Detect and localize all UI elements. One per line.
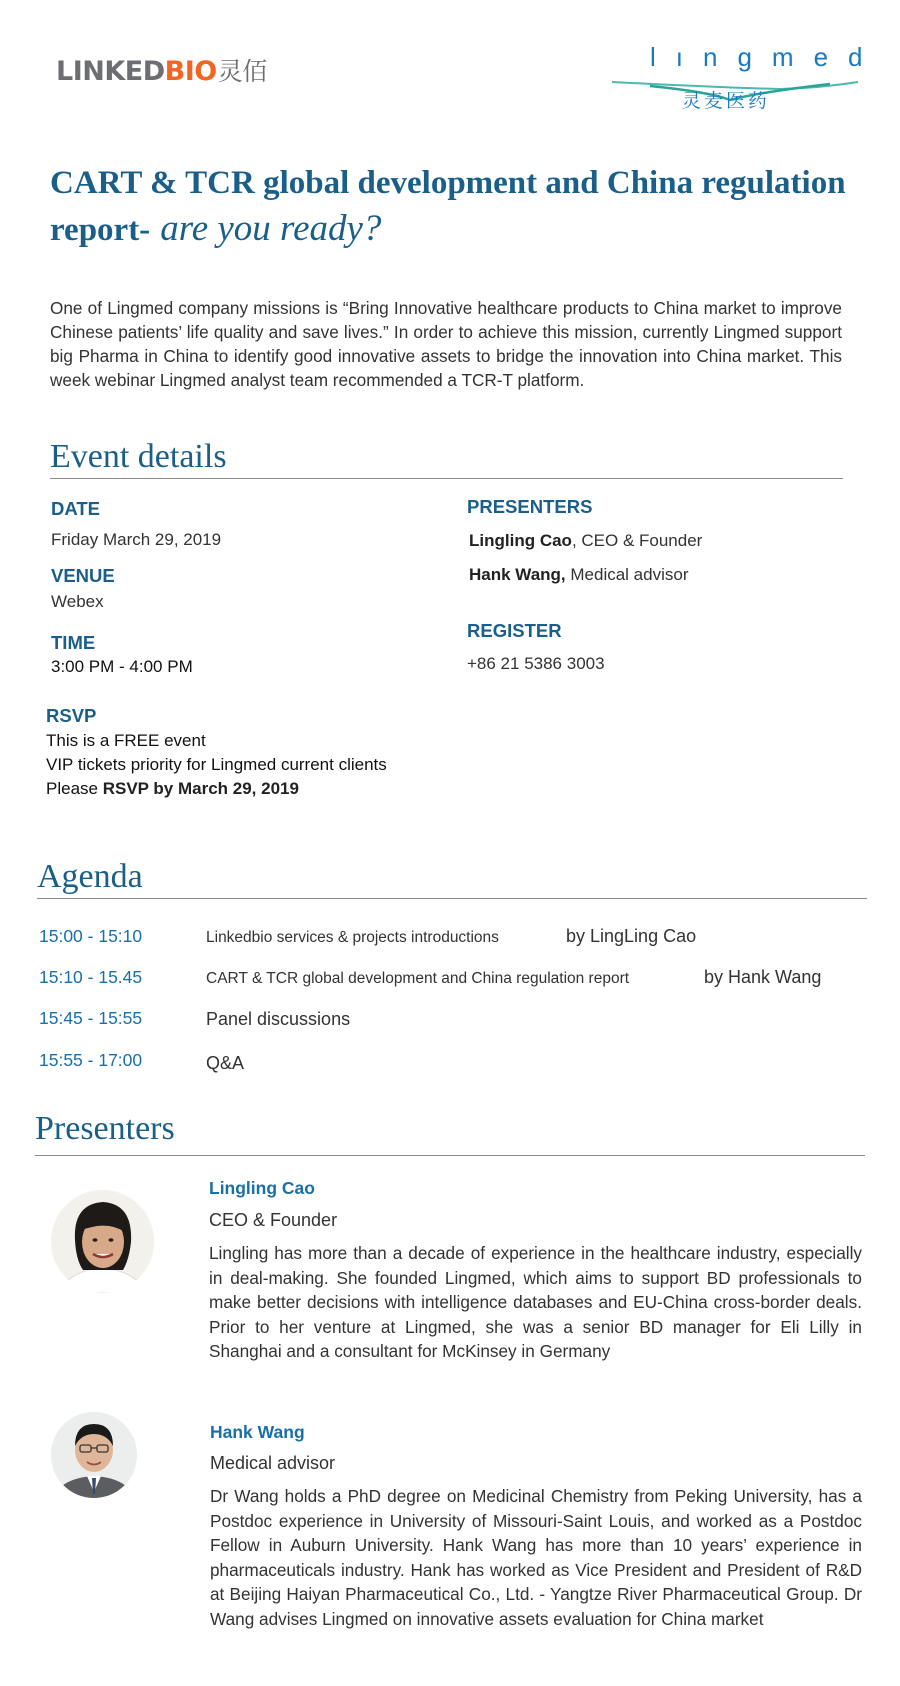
lingmed-logo-text: lıngmed (650, 42, 883, 72)
event-details-heading: Event details (50, 438, 227, 475)
presenter-2-line (469, 565, 688, 585)
title-line-2 (50, 206, 870, 253)
venue-value: Webex (51, 592, 104, 611)
date-value: Friday March 29, 2019 (51, 530, 222, 549)
agenda-heading: Agenda (37, 858, 143, 895)
linkedbio-logo-chinese: 灵佰 (217, 57, 267, 86)
rsvp-label: RSVP (46, 705, 97, 726)
title-tagline: are you ready? (160, 208, 382, 249)
presenters-heading: Presenters (35, 1110, 175, 1147)
agenda-divider (37, 898, 867, 899)
portrait-man-icon (51, 1412, 137, 1498)
presenter-1-name: Lingling Cao (469, 531, 572, 550)
date-label: DATE (51, 498, 100, 519)
presenter-2-name: Hank Wang, (469, 565, 566, 584)
presenters-label: PRESENTERS (467, 496, 593, 517)
linkedbio-logo (56, 58, 267, 85)
time-label: TIME (51, 632, 96, 653)
linkedbio-logo-bio: BIO (164, 56, 217, 87)
register-label: REGISTER (467, 620, 562, 641)
title-line-1: CART & TCR global development and China regulation (50, 165, 846, 201)
page-title (50, 160, 870, 253)
portrait-woman-icon (51, 1190, 154, 1293)
presenter-role: Medical advisor (210, 1453, 336, 1473)
register-phone[interactable]: +86 21 5386 3003 (467, 654, 605, 673)
lingmed-logo-chinese: 灵麦医药 (682, 90, 771, 112)
rsvp-line-3-prefix: Please (46, 779, 103, 798)
venue-label: VENUE (51, 565, 115, 586)
rsvp-deadline: RSVP by March 29, 2019 (102, 779, 299, 798)
agenda-time: 15:55 - 17:00 (39, 1050, 143, 1070)
title-line-2-text: report- (50, 212, 151, 248)
avatar-hank-wang (51, 1412, 137, 1498)
time-value: 3:00 PM - 4:00 PM (51, 657, 193, 676)
agenda-item: Linkedbio services & projects introductions (206, 929, 499, 946)
presenters-divider (35, 1155, 865, 1156)
agenda-item: Q&A (206, 1053, 245, 1073)
presenter-bio: Lingling has more than a decade of experience in the healthcare industry, especially in deal-making. She founded Lingmed, which aims to support BD professionals to make better decisions with intelligence databases and EU-China cross-border deals. Prior to her venture at Lingmed, she was a senior BD manager for Eli Lilly in Shanghai and a consultant for McKinsey in Germany (209, 1243, 862, 1361)
agenda-time: 15:45 - 15:55 (39, 1008, 143, 1028)
presenter-1-line (469, 531, 702, 551)
agenda-time: 15:10 - 15.45 (39, 967, 143, 987)
presenter-bio: Dr Wang holds a PhD degree on Medicinal Chemistry from Peking University, has a Postdoc experience in University of Missouri-Saint Louis, and worked as a Postdoc Fellow in Auburn University. Hank Wang has more than 10 years’ experience in pharmaceuticals industry. Hank has worked as Vice President and President of R&D at Beijing Haiyan Pharmaceutical Co., Ltd. - Yangtze River Pharmaceutical Group. Dr Wang advises Lingmed on innovative assets evaluation for China market (210, 1486, 862, 1629)
linkedbio-logo-linked: LINKED (56, 56, 165, 87)
rsvp-line-3 (46, 779, 299, 799)
agenda-time: 15:00 - 15:10 (39, 926, 143, 946)
event-details-divider (50, 478, 843, 479)
presenter-name: Hank Wang (210, 1422, 305, 1442)
intro-paragraph: One of Lingmed company missions is “Bring Innovative healthcare products to China market to improve Chinese patients’ life quality and save lives.” In order to achieve this mission, currently Lingmed support big Pharma in China to identify good innovative assets to bridge the innovation into China market. This week webinar Lingmed analyst team recommended a TCR-T platform. (50, 298, 842, 390)
rsvp-line-1: This is a FREE event (46, 731, 206, 750)
presenter-2-role: Medical advisor (565, 565, 689, 584)
agenda-item: CART & TCR global development and China regulation report (206, 970, 630, 987)
lingmed-logo (610, 40, 883, 112)
presenter-role: CEO & Founder (209, 1210, 338, 1230)
rsvp-line-2: VIP tickets priority for Lingmed current clients (46, 755, 387, 774)
avatar-lingling-cao (51, 1190, 154, 1293)
agenda-presenter: by Hank Wang (704, 967, 822, 987)
presenter-1-role: , CEO & Founder (571, 531, 703, 550)
agenda-presenter: by LingLing Cao (566, 926, 697, 946)
presenter-name: Lingling Cao (209, 1178, 315, 1198)
agenda-item: Panel discussions (206, 1009, 351, 1029)
